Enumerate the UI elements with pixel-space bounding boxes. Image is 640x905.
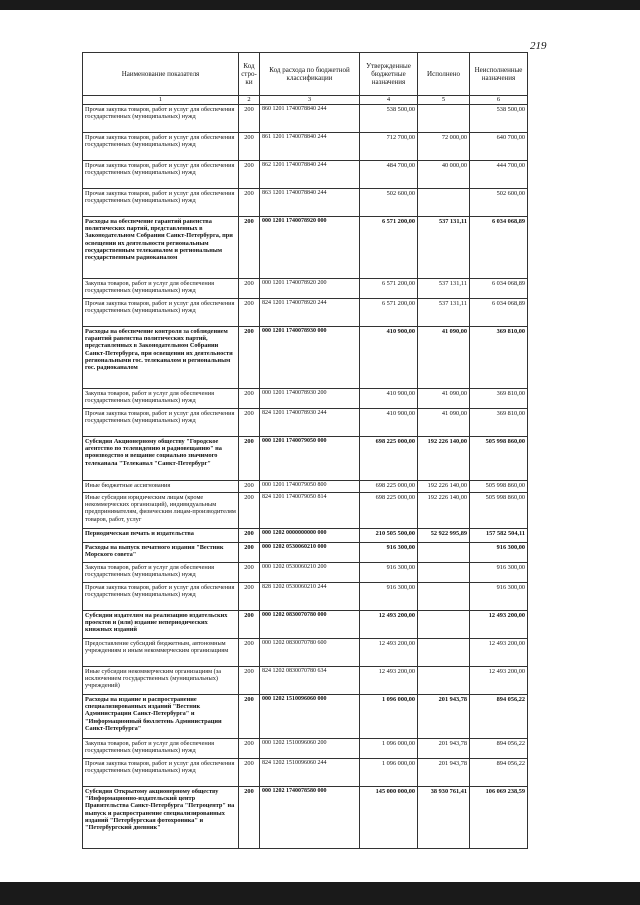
- row-code: 200: [239, 389, 260, 409]
- row-executed-amount: 192 226 140,00: [418, 481, 470, 493]
- row-name: Закупка товаров, работ и услуг для обеспечения государственных (муниципальных) нужд: [83, 563, 239, 583]
- row-classification-code: 000 1201 1740078930 200: [260, 389, 360, 409]
- row-classification-code: 828 1202 0530060210 244: [260, 583, 360, 611]
- row-name: Прочая закупка товаров, работ и услуг для обеспечения государственных (муниципальных) нужд: [83, 133, 239, 161]
- row-classification-code: 824 1201 1740079050 814: [260, 493, 360, 529]
- row-unexecuted-amount: 894 056,22: [470, 695, 528, 739]
- row-approved-amount: 1 096 000,00: [360, 739, 418, 759]
- row-classification-code: 824 1202 0830070780 634: [260, 667, 360, 695]
- row-approved-amount: 6 571 200,00: [360, 279, 418, 299]
- row-code: 200: [239, 529, 260, 543]
- table-row: [83, 389, 528, 409]
- row-classification-code: 000 1201 1740078920 000: [260, 217, 360, 279]
- row-approved-amount: 145 000 000,00: [360, 787, 418, 849]
- row-unexecuted-amount: 916 300,00: [470, 583, 528, 611]
- row-approved-amount: 410 900,00: [360, 409, 418, 437]
- row-executed-amount: 41 090,00: [418, 327, 470, 389]
- table-row: [83, 583, 528, 611]
- row-name: Иные субсидии юридическим лицам (кроме некоммерческих организаций), индивидуальным предпринимателям, физическим лицам-производителям товаров, работ, услуг: [83, 493, 239, 529]
- row-executed-amount: 201 943,78: [418, 739, 470, 759]
- row-classification-code: 000 1202 1510096060 200: [260, 739, 360, 759]
- row-unexecuted-amount: 6 034 068,89: [470, 279, 528, 299]
- row-approved-amount: 410 900,00: [360, 389, 418, 409]
- column-number: 6: [470, 96, 528, 105]
- column-number-row: [83, 96, 528, 105]
- row-code: 200: [239, 739, 260, 759]
- header-name: Наименование показателя: [83, 53, 239, 96]
- row-approved-amount: 916 300,00: [360, 563, 418, 583]
- row-code: 200: [239, 583, 260, 611]
- table-row: [83, 739, 528, 759]
- row-code: 200: [239, 299, 260, 327]
- row-unexecuted-amount: 157 582 504,11: [470, 529, 528, 543]
- row-code: 200: [239, 189, 260, 217]
- header-executed: Исполнено: [418, 53, 470, 96]
- header-row: [83, 53, 528, 96]
- table-row: [83, 529, 528, 543]
- row-executed-amount: 41 090,00: [418, 389, 470, 409]
- table-row: [83, 217, 528, 279]
- row-unexecuted-amount: 369 810,00: [470, 389, 528, 409]
- row-classification-code: 000 1202 0830070780 600: [260, 639, 360, 667]
- table-row: [83, 759, 528, 787]
- table-row: [83, 299, 528, 327]
- row-name: Субсидии издателям на реализацию издательских проектов и (или) издание непериодических книжных изданий: [83, 611, 239, 639]
- table-row: [83, 161, 528, 189]
- row-executed-amount: 537 131,11: [418, 299, 470, 327]
- row-name: Расходы на издание и распространение специализированных изданий "Вестник Администрации Санкт-Петербурга" и "Информационный бюллетень Администрации Санкт-Петербурга": [83, 695, 239, 739]
- row-code: 200: [239, 493, 260, 529]
- row-executed-amount: 40 000,00: [418, 161, 470, 189]
- row-name: Прочая закупка товаров, работ и услуг для обеспечения государственных (муниципальных) нужд: [83, 759, 239, 787]
- row-approved-amount: 210 505 500,00: [360, 529, 418, 543]
- column-number: 1: [83, 96, 239, 105]
- row-approved-amount: 698 225 000,00: [360, 481, 418, 493]
- row-unexecuted-amount: 505 998 860,00: [470, 481, 528, 493]
- row-classification-code: 000 1201 1740078920 200: [260, 279, 360, 299]
- row-unexecuted-amount: 369 810,00: [470, 409, 528, 437]
- row-classification-code: 000 1202 0530060210 000: [260, 543, 360, 563]
- page-number: 219: [530, 40, 547, 52]
- row-executed-amount: 201 943,78: [418, 759, 470, 787]
- row-code: 200: [239, 543, 260, 563]
- row-executed-amount: 537 131,11: [418, 279, 470, 299]
- table-row: [83, 667, 528, 695]
- table-row: [83, 189, 528, 217]
- table-row: [83, 695, 528, 739]
- row-approved-amount: 916 300,00: [360, 583, 418, 611]
- header-code: Код стро-ки: [239, 53, 260, 96]
- row-code: 200: [239, 759, 260, 787]
- row-code: 200: [239, 279, 260, 299]
- row-unexecuted-amount: 12 493 200,00: [470, 667, 528, 695]
- row-approved-amount: 1 096 000,00: [360, 695, 418, 739]
- row-approved-amount: 1 096 000,00: [360, 759, 418, 787]
- row-unexecuted-amount: 640 700,00: [470, 133, 528, 161]
- row-unexecuted-amount: 6 034 068,89: [470, 217, 528, 279]
- row-unexecuted-amount: 12 493 200,00: [470, 639, 528, 667]
- row-approved-amount: 538 500,00: [360, 105, 418, 133]
- row-name: Закупка товаров, работ и услуг для обеспечения государственных (муниципальных) нужд: [83, 389, 239, 409]
- header-classification: Код расхода по бюджетной классификации: [260, 53, 360, 96]
- row-executed-amount: [418, 583, 470, 611]
- row-classification-code: 000 1202 0530060210 200: [260, 563, 360, 583]
- row-executed-amount: [418, 189, 470, 217]
- row-unexecuted-amount: 894 056,22: [470, 759, 528, 787]
- row-code: 200: [239, 161, 260, 189]
- row-unexecuted-amount: 444 700,00: [470, 161, 528, 189]
- table-row: [83, 481, 528, 493]
- table-row: [83, 327, 528, 389]
- row-code: 200: [239, 133, 260, 161]
- budget-execution-table: [82, 52, 528, 849]
- row-code: 200: [239, 639, 260, 667]
- row-classification-code: 000 1202 1740078580 000: [260, 787, 360, 849]
- row-classification-code: 000 1201 1740079050 800: [260, 481, 360, 493]
- row-name: Прочая закупка товаров, работ и услуг для обеспечения государственных (муниципальных) нужд: [83, 299, 239, 327]
- row-unexecuted-amount: 916 300,00: [470, 543, 528, 563]
- row-code: 200: [239, 437, 260, 481]
- column-number: 2: [239, 96, 260, 105]
- row-classification-code: 861 1201 1740078840 244: [260, 133, 360, 161]
- row-executed-amount: 201 943,78: [418, 695, 470, 739]
- row-name: Прочая закупка товаров, работ и услуг для обеспечения государственных (муниципальных) нужд: [83, 105, 239, 133]
- row-name: Расходы на выпуск печатного издания "Вестник Морского совета": [83, 543, 239, 563]
- table-row: [83, 133, 528, 161]
- row-name: Прочая закупка товаров, работ и услуг для обеспечения государственных (муниципальных) нужд: [83, 161, 239, 189]
- row-code: 200: [239, 611, 260, 639]
- table-row: [83, 611, 528, 639]
- row-executed-amount: 537 131,11: [418, 217, 470, 279]
- row-approved-amount: 12 493 200,00: [360, 667, 418, 695]
- row-classification-code: 000 1202 0830070780 000: [260, 611, 360, 639]
- row-code: 200: [239, 695, 260, 739]
- row-name: Иные бюджетные ассигнования: [83, 481, 239, 493]
- row-classification-code: 862 1201 1740078840 244: [260, 161, 360, 189]
- row-approved-amount: 712 700,00: [360, 133, 418, 161]
- row-executed-amount: [418, 639, 470, 667]
- row-executed-amount: 72 000,00: [418, 133, 470, 161]
- header-unexecuted: Неисполненные назначения: [470, 53, 528, 96]
- row-approved-amount: 502 600,00: [360, 189, 418, 217]
- row-unexecuted-amount: 916 300,00: [470, 563, 528, 583]
- row-name: Закупка товаров, работ и услуг для обеспечения государственных (муниципальных) нужд: [83, 279, 239, 299]
- row-executed-amount: [418, 543, 470, 563]
- row-executed-amount: 52 922 995,89: [418, 529, 470, 543]
- row-classification-code: 000 1201 1740079050 000: [260, 437, 360, 481]
- row-approved-amount: 698 225 000,00: [360, 437, 418, 481]
- row-code: 200: [239, 787, 260, 849]
- row-approved-amount: 410 900,00: [360, 327, 418, 389]
- row-name: Предоставление субсидий бюджетным, автономным учреждениям и иным некоммерческим организациям: [83, 639, 239, 667]
- row-classification-code: 824 1201 1740078920 244: [260, 299, 360, 327]
- row-approved-amount: 6 571 200,00: [360, 217, 418, 279]
- header-approved: Утвержденные бюджетные назначения: [360, 53, 418, 96]
- table-row: [83, 409, 528, 437]
- table-row: [83, 543, 528, 563]
- row-unexecuted-amount: 106 069 238,59: [470, 787, 528, 849]
- row-executed-amount: 38 930 761,41: [418, 787, 470, 849]
- table-row: [83, 279, 528, 299]
- row-unexecuted-amount: 505 998 860,00: [470, 437, 528, 481]
- row-name: Расходы на обеспечение гарантий равенства политических партий, представленных в Законодательном Собрании Санкт-Петербурга, при освещении их деятельности региональным государственным телеканалом и региональным государственным радиоканалом: [83, 217, 239, 279]
- table-row: [83, 493, 528, 529]
- table-row: [83, 437, 528, 481]
- row-unexecuted-amount: 369 810,00: [470, 327, 528, 389]
- table-row: [83, 639, 528, 667]
- row-classification-code: 863 1201 1740078840 244: [260, 189, 360, 217]
- row-classification-code: 000 1202 1510096060 000: [260, 695, 360, 739]
- row-classification-code: 824 1202 1510096060 244: [260, 759, 360, 787]
- row-name: Прочая закупка товаров, работ и услуг для обеспечения государственных (муниципальных) нужд: [83, 583, 239, 611]
- row-approved-amount: 484 700,00: [360, 161, 418, 189]
- row-executed-amount: [418, 611, 470, 639]
- column-number: 5: [418, 96, 470, 105]
- row-name: Прочая закупка товаров, работ и услуг для обеспечения государственных (муниципальных) нужд: [83, 409, 239, 437]
- row-classification-code: 824 1201 1740078930 244: [260, 409, 360, 437]
- row-name: Субсидия Открытому акционерному обществу "Информационно-издательский центр Правительства Санкт-Петербурга "Петроцентр" на выпуск и распространение специализированных изданий "Петербургская фотохроника" и "Петербургский дневник": [83, 787, 239, 849]
- table-body: [83, 105, 528, 849]
- row-unexecuted-amount: 894 056,22: [470, 739, 528, 759]
- top-scan-border: [0, 0, 640, 10]
- row-unexecuted-amount: 502 600,00: [470, 189, 528, 217]
- bottom-scan-border: [0, 882, 640, 905]
- row-unexecuted-amount: 505 998 860,00: [470, 493, 528, 529]
- row-code: 200: [239, 105, 260, 133]
- row-approved-amount: 12 493 200,00: [360, 611, 418, 639]
- row-name: Закупка товаров, работ и услуг для обеспечения государственных (муниципальных) нужд: [83, 739, 239, 759]
- table-row: [83, 105, 528, 133]
- row-code: 200: [239, 563, 260, 583]
- row-unexecuted-amount: 6 034 068,89: [470, 299, 528, 327]
- row-code: 200: [239, 327, 260, 389]
- row-unexecuted-amount: 12 493 200,00: [470, 611, 528, 639]
- row-approved-amount: 698 225 000,00: [360, 493, 418, 529]
- row-approved-amount: 12 493 200,00: [360, 639, 418, 667]
- row-code: 200: [239, 409, 260, 437]
- row-executed-amount: 192 226 140,00: [418, 493, 470, 529]
- row-classification-code: 000 1201 1740078930 000: [260, 327, 360, 389]
- row-executed-amount: 41 090,00: [418, 409, 470, 437]
- row-code: 200: [239, 667, 260, 695]
- row-executed-amount: [418, 563, 470, 583]
- table-row: [83, 563, 528, 583]
- row-name: Периодическая печать и издательства: [83, 529, 239, 543]
- row-executed-amount: [418, 105, 470, 133]
- row-name: Расходы на обеспечение контроля за соблюдением гарантий равенства политических партий, представленных в Законодательном Собрании Санкт-Петербурга, при освещении их деятельности региональными гос. телеканалом и региональным гос. радиоканалом: [83, 327, 239, 389]
- row-executed-amount: [418, 667, 470, 695]
- row-name: Субсидия Акционерному обществу "Городское агентство по телевидению и радиовещанию" на производство и вещание социально значимого телеканала "Телеканал "Санкт-Петербург": [83, 437, 239, 481]
- row-code: 200: [239, 481, 260, 493]
- row-name: Прочая закупка товаров, работ и услуг для обеспечения государственных (муниципальных) нужд: [83, 189, 239, 217]
- row-classification-code: 860 1201 1740078840 244: [260, 105, 360, 133]
- row-approved-amount: 6 571 200,00: [360, 299, 418, 327]
- column-number: 3: [260, 96, 360, 105]
- column-number: 4: [360, 96, 418, 105]
- row-executed-amount: 192 226 140,00: [418, 437, 470, 481]
- row-code: 200: [239, 217, 260, 279]
- table-row: [83, 787, 528, 849]
- row-classification-code: 000 1202 0000000000 000: [260, 529, 360, 543]
- row-approved-amount: 916 300,00: [360, 543, 418, 563]
- row-unexecuted-amount: 538 500,00: [470, 105, 528, 133]
- row-name: Иные субсидии некоммерческим организациям (за исключением государственных (муниципальных) учреждений): [83, 667, 239, 695]
